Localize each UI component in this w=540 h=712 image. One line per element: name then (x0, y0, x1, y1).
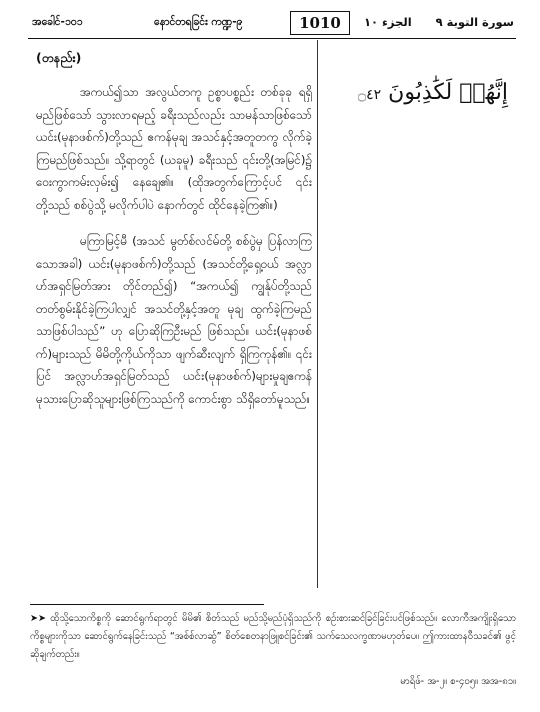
column-divider (317, 40, 318, 588)
paragraph-2: မကြာမြင့်မီ (အသင် မွတ်စ်လင်မ်တို့ စစ်ပွဲမှ ပြန်လာကြသောအခါ) ယင်း(မုနာဖစ်က်)တို့သည် (အသင်တို့ရှေ့ဝယ် အလ္လာဟ်အရှင်မြတ်အား တိုင်တည်၍) “အကယ်၍ ကျွန်ုပ်တို့သည် တတ်စွမ်းနိုင်ခဲ့ကြပါလျှင် အသင်တို့နှင့်အတူ မုချ ထွက်ခဲ့ကြမည်သာဖြစ်ပါသည်” ဟု ပြောဆိုကြဦးမည် ဖြစ်သည်။ ယင်း(မုနာဖစ်က်)များသည် မိမိတို့ကိုယ်ကိုသာ ဖျက်ဆီးလျက် ရှိကြကုန်၏။ ၎င်းပြင် အလ္လာဟ်အရှင်မြတ်သည် ယင်း(မုနာဖစ်က်)များမှုချဧကန် မုသားပြောဆိုသူများဖြစ်ကြသည်ကို ကောင်းစွာ သိရှိတော်မူသည်။ (36, 234, 312, 406)
header-chapter-title: နောင်တရခြင်း ကဏ္ဍ-၉ (154, 16, 243, 28)
header-surah: سورة التوبة ٩ (435, 15, 514, 29)
translation-column (36, 50, 312, 424)
paragraph-1: အကယ်၍သာ အလွယ်တကူ ဥစ္စာပစ္စည်း တစ်ခုခု ရရှိမည်ဖြစ်သော် သွားလာရမည့် ခရီးသည်လည်း သာမန်သာဖြစ်သော် ယင်း(မုနာဖစ်က်)တို့သည် ဧကန်မုချ အသင်နှင့်အတူတကွ လိုက်ခဲ့ကြမည်ဖြစ်သည်။ သို့ရာတွင် (ယခုမူ) ခရီးသည် ၎င်းတို့(အမြင်)၌ ဝေးကွာကမ်းလှမ်း၍ နေချေ၏။ (ထိုအတွက်ကြောင့်ပင် ၎င်းတို့သည် စစ်ပွဲသို့ မလိုက်ပါပဲ နောက်တွင် ထိုင်နေခဲ့ကြ၏။) (36, 85, 312, 212)
arabic-verse-text: إِنَّهُمۡ لَكَٰذِبُونَ (388, 80, 508, 105)
footnote-rule (30, 604, 264, 605)
verse-number-marker: ۝٤٢ (357, 87, 382, 103)
header-juz: الجزء ١٠ (364, 15, 412, 29)
footnote-marker: ➤➤ (30, 613, 47, 624)
section-title: (တနည်း) (36, 50, 82, 65)
page-header (28, 8, 516, 39)
page-number: 1010 (290, 11, 350, 35)
footnote-reference: မာရိဖ်- အ-၂။ စ-၄၀၅။ အအ-၈၁။ (400, 676, 516, 687)
footnote (30, 610, 516, 664)
header-section-ref: အခေါင်-၁၀၁ (32, 16, 83, 28)
arabic-verse (330, 80, 508, 105)
footnote-text: ထိုသို့သောကိစ္စကို ဆောင်ရွက်ရာတွင် မိမိ၏ စိတ်သည် မည်သို့မည်ပုံရှိသည်ကို စဉ်းစားဆင်ခြင်ခြင်းပင်ဖြစ်သည်။ လောကီအကျိုးရှိသော ကိစ္စများကိုသာ ဆောင်ရွက်နေခြင်းသည် “အစ်စ်လာဆွ်” စိတ်စေတနာဖြူစင်ခြင်း၏ သက်သေလက္ခဏာမဟုတ်ပေ။ ဤကားထာနဝီသခင်၏ ဖွင့်ဆိုချက်တည်း။ (30, 613, 516, 660)
